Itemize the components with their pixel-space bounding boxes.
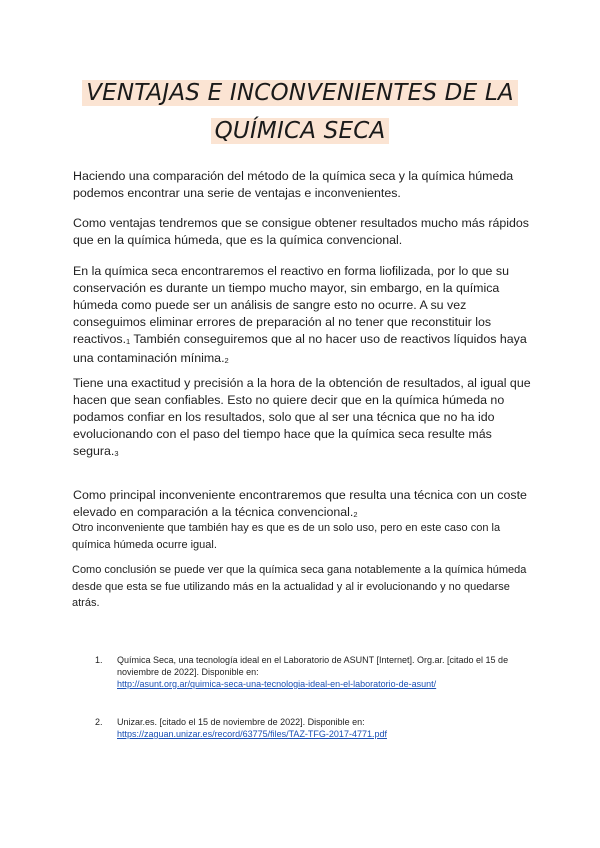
reference-link[interactable]: http://asunt.org.ar/quimica-seca-una-tecnologia-ideal-en-el-laboratorio-de-asunt/ <box>117 679 437 689</box>
title-line-2: QUÍMICA SECA <box>211 118 390 144</box>
reference-text: Unizar.es. [citado el 15 de noviembre de 2022]. Disponible en: <box>117 717 365 727</box>
ventajas-paragraph: Como ventajas tendremos que se consigue obtener resultados mucho más rápidos que en la química húmeda, que es la química convencional. <box>73 216 529 247</box>
liofilizada-text-a: En la química seca encontraremos el reactivo en forma liofilizada, por lo que su conservación es durante un tiempo mucho mayor, sin embargo, en la química húmeda como puede ser un análisis de sangre esto no ocurre. A su vez conseguimos eliminar errores de preparación al no tener que reconstituir los reactivos. <box>73 264 509 346</box>
citation-ref: 3 <box>114 449 119 458</box>
citation-ref: 2 <box>353 510 358 519</box>
document-title <box>0 74 600 150</box>
intro-paragraph: Haciendo una comparación del método de la química seca y la química húmeda podemos encontrar una serie de ventajas e inconvenientes. <box>73 169 514 200</box>
conclusion-paragraph: Como conclusión se puede ver que la química seca gana notablemente a la química húmeda desde que esta se fue utilizando más en la actualidad y al ir evolucionando y no quedarse atrás. <box>72 564 527 609</box>
reference-number: 1. <box>95 655 103 665</box>
exactitud-text: Tiene una exactitud y precisión a la hora de la obtención de resultados, al igual que hacen que sean confiables. Esto no quiere decir que en la química húmeda no podamos confiar en los resultados, solo que al ser una técnica que no ha ido evolucionando con el paso del tiempo hace que la química seca resulte más segura. <box>73 376 531 458</box>
title-line-1: VENTAJAS E INCONVENIENTES DE LA <box>82 80 518 106</box>
liofilizada-text-b: También conseguiremos que al no hacer uso de reactivos líquidos haya una contaminación mínima. <box>73 332 527 365</box>
exactitud-paragraph <box>73 375 533 462</box>
inconveniente-text: Como principal inconveniente encontraremos que resulta una técnica con un coste elevado en comparación a la técnica convencional. <box>73 488 527 519</box>
reference-link[interactable]: https://zaguan.unizar.es/record/63775/files/TAZ-TFG-2017-4771.pdf <box>117 729 387 739</box>
liofilizada-paragraph <box>73 263 533 369</box>
citation-ref: 1 <box>126 337 131 346</box>
reference-item <box>95 654 525 690</box>
inconveniente-paragraph <box>73 487 533 523</box>
citation-ref: 2 <box>224 356 229 365</box>
reference-item <box>95 716 525 740</box>
reference-text: Química Seca, una tecnología ideal en el Laboratorio de ASUNT [Internet]. Org.ar. [citado el 15 de noviembre de 2022]. Disponible en: <box>117 655 509 677</box>
reference-number: 2. <box>95 717 103 727</box>
otro-inconveniente-paragraph: Otro inconveniente que también hay es que es de un solo uso, pero en este caso con la química húmeda ocurre igual. <box>72 522 501 551</box>
